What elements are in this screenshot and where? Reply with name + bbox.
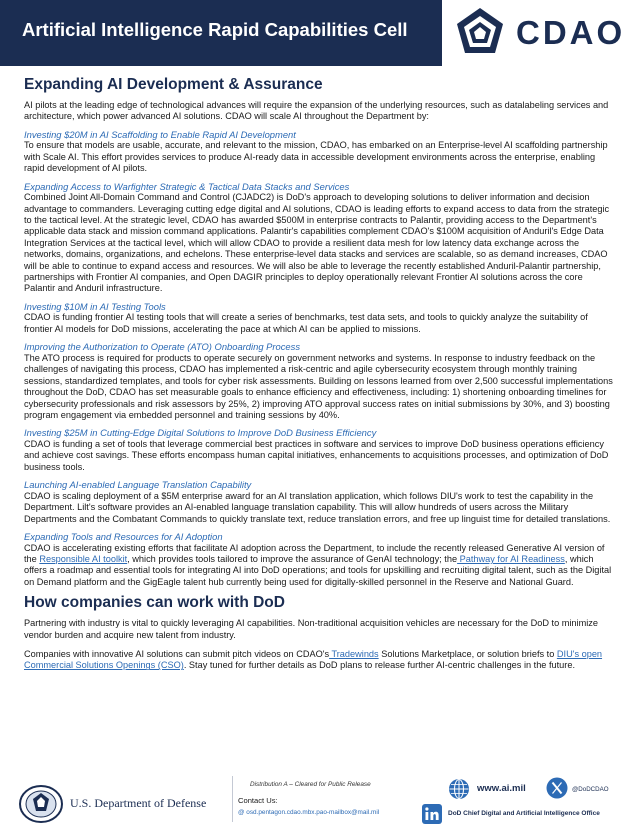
contact-email-link[interactable]: @ osd.pentagon.cdao.mbx.pao-mailbox@mail.mil [238, 809, 380, 816]
subheading-tools-resources: Expanding Tools and Resources for AI Adoption [24, 530, 223, 542]
spacer [24, 641, 614, 649]
contact-label: Contact Us: [238, 796, 278, 805]
subheading-translation: Launching AI-enabled Language Translation Capability [24, 479, 252, 491]
paragraph-data-stacks: Combined Joint All-Domain Command and Control (CJADC2) is DoD's approach to developing solutions to deliver information and decision advantage to commanders. Leveraging cutting edge digital and AI solutions, CDAO is leading efforts to expand access to data from the strategic to the tactical level. At the strategic level, CDAO has awarded $500M in enterprise contracts to Palantir, providing access to the Department's applicable data stack and mission command applications. Palantir's capabilities complement CDAO's $100M acquisition of Anduril's Edge Data Integration Services at the tactical level, which will allow CDAO to provide a resilient data mesh for low latency data exchange across the networks, domains, organizations, and echelons. These enterprise-level data stacks and services are scalable, so as demand increases, CDAO will be able to continue to expand access and resources. We will also be able to leverage the recently established Anduril-Palantir partnership, partnerships with Frontier AI companies, and Open DAGIR principles to deploy operationally relevant Frontier AI solutions across the core Palantir and Anduril infrastructure. [24, 192, 610, 294]
globe-icon [448, 778, 470, 800]
subheading-data-stacks: Expanding Access to Warfighter Strategic & Tactical Data Stacks and Services [24, 180, 350, 192]
paragraph-translation: CDAO is scaling deployment of a $5M enterprise award for an AI translation application, which follows DIU's work to test the capability in the Department. Lilt's software provides an AI-enabled language translation capability. This will allow hundreds of users across the Military Departments and the Combatant Commands to quickly translate text, reduce translation errors, and free up linguist time for detailed translations. [24, 490, 611, 524]
tradewinds-link[interactable]: Tradewinds [329, 648, 379, 659]
paragraph-business-efficiency: CDAO is funding a set of tools that leverage commercial best practices in software and services to improve DoD business operations efficiency and achieve cost savings. These efforts encompass human capital initiatives, enhancements to acquisitions processes, and optimization of DoD business tools. [24, 438, 609, 472]
companies-text-a: Companies with innovative AI solutions can submit pitch videos on CDAO's [24, 648, 330, 659]
linkedin-icon[interactable] [422, 804, 442, 824]
subheading-scaffolding: Investing $20M in AI Scaffolding to Enable Rapid AI Development [24, 128, 296, 140]
social-handle: @DoDCDAO [572, 786, 609, 793]
pathway-ai-readiness-link[interactable]: Pathway for AI Readiness [457, 553, 565, 564]
companies-text-b: Solutions Marketplace, or solution briefs to [378, 648, 557, 659]
diu-cso-link[interactable]: DIU's open Commercial Solutions Openings (CSO) [24, 648, 603, 671]
paragraph-scaffolding: To ensure that models are usable, accurate, and relevant to the mission, CDAO, has embarked on an Enterprise-level AI scaffolding partnership with Scale AI. This effort provides services to produce AI-ready data in accessible development environments across the enterprise, enabling rapid development of AI pilots. [24, 140, 608, 174]
companies-text-c: . Stay tuned for further details as DoD plans to release further AI-centric challenges in the future. [183, 660, 576, 671]
section-heading-expanding: Expanding AI Development & Assurance [24, 76, 323, 93]
tools-text-2: , which provides tools tailored to improve the assurance of GenAI technology; the [127, 553, 458, 564]
tools-text-1: CDAO is accelerating existing efforts that facilitate AI adoption across the Department, to include the recently released Generative AI version of the [24, 542, 605, 564]
paragraph-companies-1: Partnering with industry is vital to quickly leveraging AI capabilities. Non-traditional acquisition vehicles are necessary for the DoD to minimize vendor burden and acquire new talent from industry. [24, 618, 598, 640]
paragraph-ato: The ATO process is required for products to operate securely on government networks and systems. In response to industry feedback on the challenges of navigating this process, CDAO has implemented a risk-centric and agile cybersecurity ecosystem through monthly training sessions, standardized templates, and tools for cyber risk assessments. Building on lessons learned from over 2,500 successful implementations throughout the DoD, CDAO has set measurable goals to enhance efficiency and effectiveness, including: 1) shortening onboarding timelines for cybersecurity professionals and risk assessors by 25%, 2) improving ATO approval success rates on initial submissions by 30%, and 3) boosting program engagement via embedded personnel and training sessions by 40%. [24, 352, 613, 420]
website-link[interactable]: www.ai.mil [477, 783, 526, 794]
paragraph-companies-2 [24, 649, 614, 672]
subheading-business-efficiency: Investing $25M in Cutting-Edge Digital Solutions to Improve DoD Business Efficiency [24, 427, 377, 439]
cdao-logo-icon [452, 5, 508, 61]
tools-text-3: , which offers a roadmap and essential tools for integrating AI into DoD operations; and tools for upskilling and recruiting digital talent, such as the Digital on Demand platform and the GigEagle talent hub currently being used for digitally-skilled personnel in the Reserve and National Guard. [24, 553, 612, 587]
intro-paragraph: AI pilots at the leading edge of technological advances will require the expansion of the underlying resources, such as datalabeling services and architecture, which power advanced AI solutions. CDAO will scale AI throughout the Department by: [24, 100, 609, 122]
section-heading-companies: How companies can work with DoD [24, 594, 285, 612]
cdao-logo-text: CDAO [516, 14, 626, 51]
responsible-ai-toolkit-link[interactable]: Responsible AI toolkit [39, 553, 128, 564]
x-logo-icon[interactable] [546, 777, 568, 799]
subheading-testing-tools: Investing $10M in AI Testing Tools [24, 300, 166, 312]
paragraph-testing-tools: CDAO is funding frontier AI testing tools that will create a series of benchmarks, test data sets, and tools to quickly analyze the suitability of frontier AI models for DoD missions, accelerating the pace at which AI can be applied to missions. [24, 312, 588, 334]
main-content [24, 76, 614, 672]
office-name: DoD Chief Digital and Artificial Intelligence Office [448, 810, 600, 817]
dod-name: U.S. Department of Defense [70, 796, 207, 810]
footer-divider [232, 776, 233, 822]
distribution-statement: Distribution A – Cleared for Public Release [250, 781, 371, 788]
page-title: Artificial Intelligence Rapid Capabilities Cell [22, 19, 408, 40]
page-header [0, 0, 639, 66]
dod-seal-icon [18, 784, 64, 824]
paragraph-tools-resources [24, 543, 614, 589]
subheading-ato: Improving the Authorization to Operate (ATO) Onboarding Process [24, 341, 301, 353]
